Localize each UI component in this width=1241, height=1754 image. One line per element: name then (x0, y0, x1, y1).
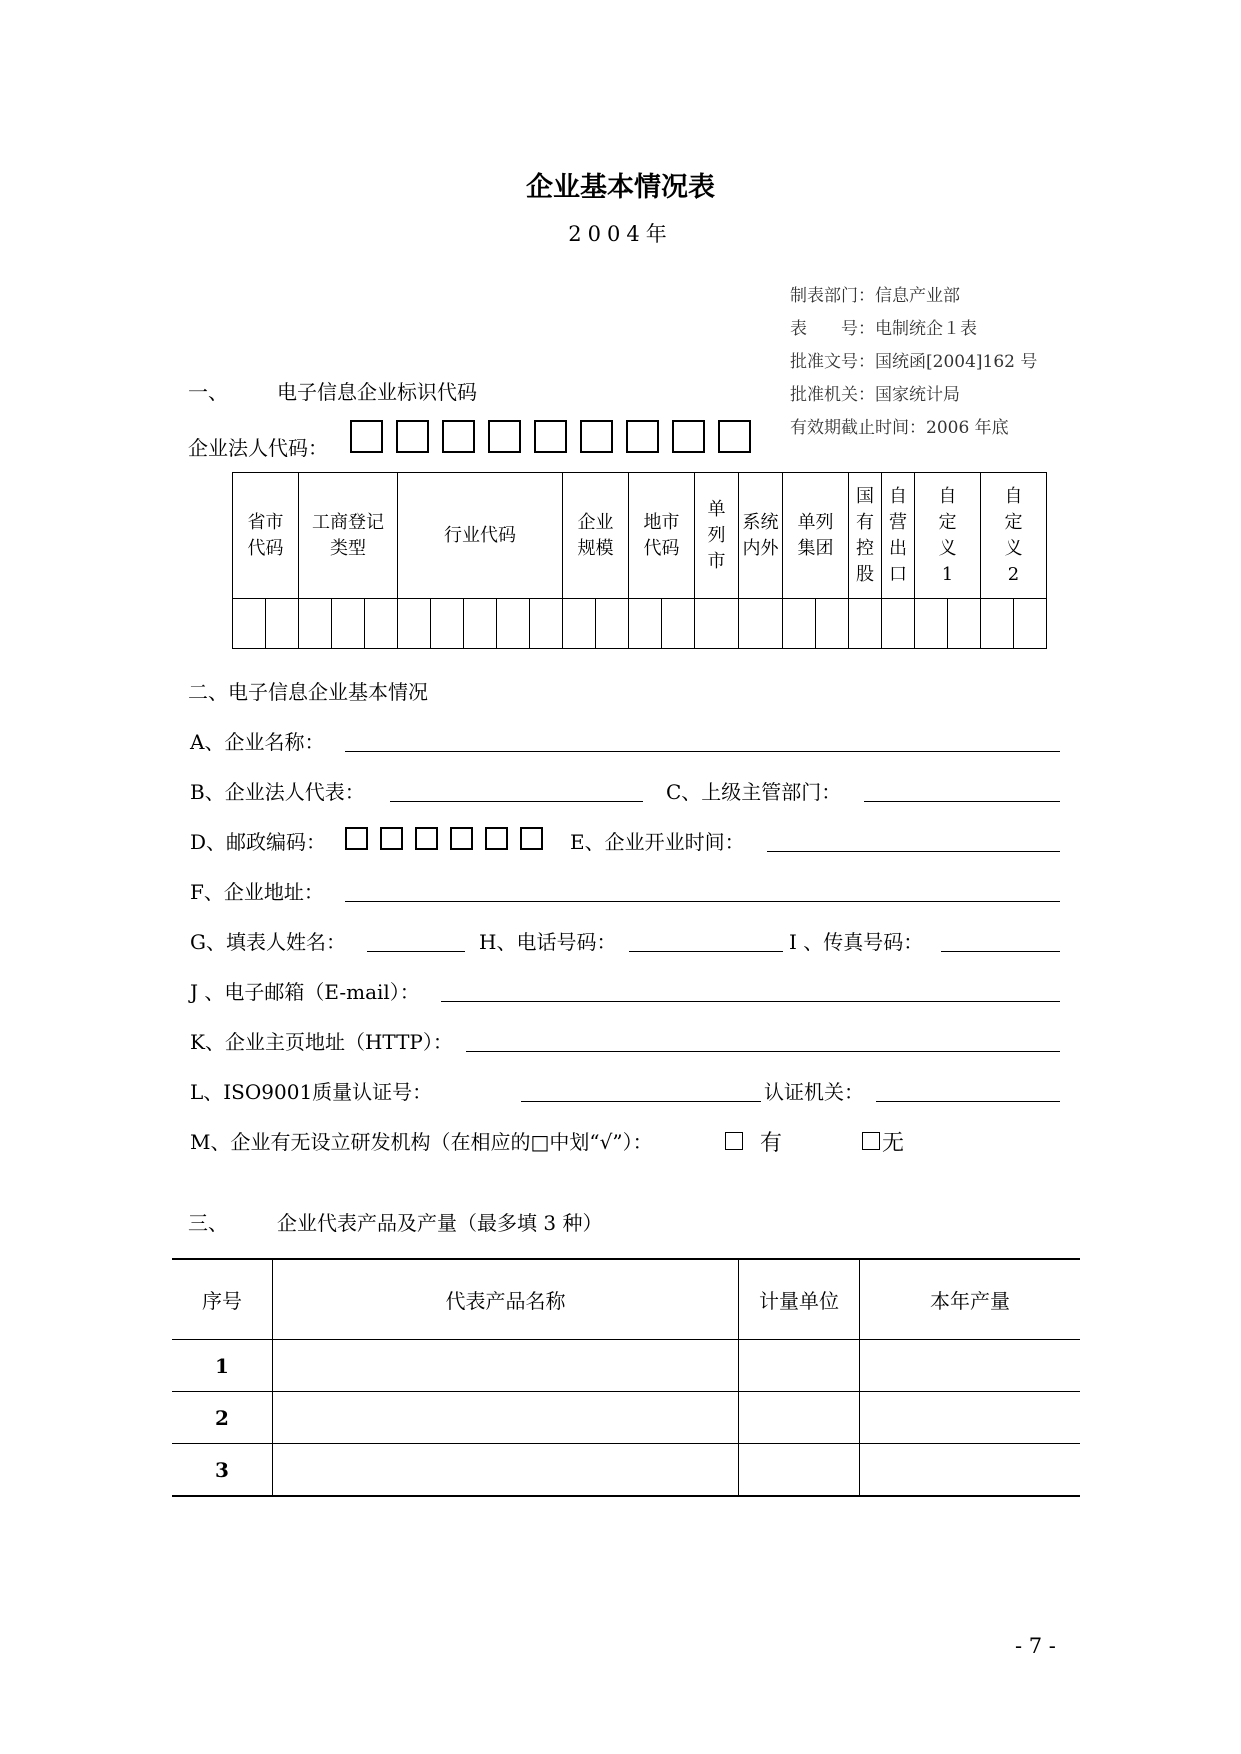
label-opening-date: E、企业开业时间： (570, 830, 745, 854)
meta-dept: 制表部门：信息产业部 (790, 286, 960, 306)
section2-title: 二、电子信息企业基本情况 (188, 680, 428, 704)
filler-name-field[interactable] (367, 951, 465, 952)
header-enterprise-scale: 企业 规模 (563, 473, 629, 599)
row-seq: 1 (172, 1340, 273, 1392)
supervisor-dept-field[interactable] (864, 801, 1060, 802)
page-title: 企业基本情况表 (526, 172, 715, 203)
opening-date-field[interactable] (767, 851, 1060, 852)
header-annual-output: 本年产量 (860, 1259, 1081, 1340)
meta-expiry: 有效期截止时间：2006 年底 (790, 418, 1009, 438)
page-number: - 7 - (1015, 1634, 1056, 1658)
header-province-code: 省市 代码 (233, 473, 299, 599)
label-company-name: A、企业名称： (190, 730, 325, 754)
label-address: F、企业地址： (190, 880, 324, 904)
header-state-owned: 国 有 控 股 (849, 473, 882, 599)
header-single-group: 单列 集团 (783, 473, 849, 599)
header-unit: 计量单位 (739, 1259, 860, 1340)
label-supervisor-dept: C、上级主管部门： (666, 780, 842, 804)
meta-approval-no: 批准文号：国统函[2004]162 号 (790, 352, 1038, 372)
legal-rep-field[interactable] (390, 801, 643, 802)
row-seq: 3 (172, 1444, 273, 1497)
meta-form-no: 表 号：电制统企１表 (790, 319, 977, 339)
header-city-code: 地市 代码 (629, 473, 695, 599)
table-row (172, 1340, 1080, 1392)
cert-authority-field[interactable] (876, 1101, 1060, 1102)
label-iso9001: L、ISO9001质量认证号： (190, 1080, 433, 1104)
postal-code-boxes[interactable] (345, 827, 555, 850)
label-homepage: K、企业主页地址（HTTP）： (190, 1030, 453, 1054)
header-system: 系统 内外 (739, 473, 783, 599)
product-table-header (172, 1259, 1080, 1340)
identification-code-table (232, 472, 1047, 649)
rnd-yes-label: 有 (760, 1131, 783, 1156)
legal-code-boxes[interactable] (350, 420, 764, 453)
meta-approval-org: 批准机关：国家统计局 (790, 385, 960, 405)
label-email: J 、电子邮箱（E-mail）： (190, 980, 420, 1004)
label-filler-name: G、填表人姓名： (190, 930, 346, 954)
iso9001-field[interactable] (521, 1101, 761, 1102)
header-product-name: 代表产品名称 (273, 1259, 739, 1340)
section3-title: 企业代表产品及产量（最多填 3 种） (277, 1211, 603, 1235)
phone-field[interactable] (629, 951, 783, 952)
code-input-row (233, 599, 1047, 649)
legal-code-label: 企业法人代码： (188, 436, 328, 460)
header-custom-1: 自 定 义 1 (915, 473, 981, 599)
label-fax: I 、传真号码： (789, 930, 924, 954)
table-row (172, 1444, 1080, 1497)
label-postal-code: D、邮政编码： (190, 830, 327, 854)
report-year: 2004年 (568, 222, 673, 246)
label-phone: H、电话号码： (479, 930, 617, 954)
rnd-no-checkbox[interactable] (862, 1132, 880, 1150)
section3-number: 三、 (188, 1211, 228, 1235)
section1-number: 一、 (188, 380, 228, 404)
header-registration-type: 工商登记 类型 (299, 473, 398, 599)
header-industry-code: 行业代码 (398, 473, 563, 599)
homepage-field[interactable] (466, 1051, 1060, 1052)
header-single-city: 单 列 市 (695, 473, 739, 599)
section1-title: 电子信息企业标识代码 (277, 380, 477, 404)
rnd-no-label: 无 (882, 1131, 905, 1156)
rnd-yes-checkbox[interactable] (725, 1132, 743, 1150)
label-legal-rep: B、企业法人代表： (190, 780, 365, 804)
company-name-field[interactable] (345, 751, 1060, 752)
header-custom-2: 自 定 义 2 (981, 473, 1047, 599)
header-seq: 序号 (172, 1259, 273, 1340)
table-row (172, 1392, 1080, 1444)
address-field[interactable] (345, 901, 1060, 902)
product-table (172, 1258, 1080, 1497)
header-self-export: 自 营 出 口 (882, 473, 915, 599)
label-rnd: M、企业有无设立研发机构（在相应的□中划“√”）： (190, 1130, 653, 1154)
email-field[interactable] (441, 1001, 1060, 1002)
fax-field[interactable] (941, 951, 1060, 952)
row-seq: 2 (172, 1392, 273, 1444)
label-cert-authority: 认证机关： (764, 1080, 864, 1104)
